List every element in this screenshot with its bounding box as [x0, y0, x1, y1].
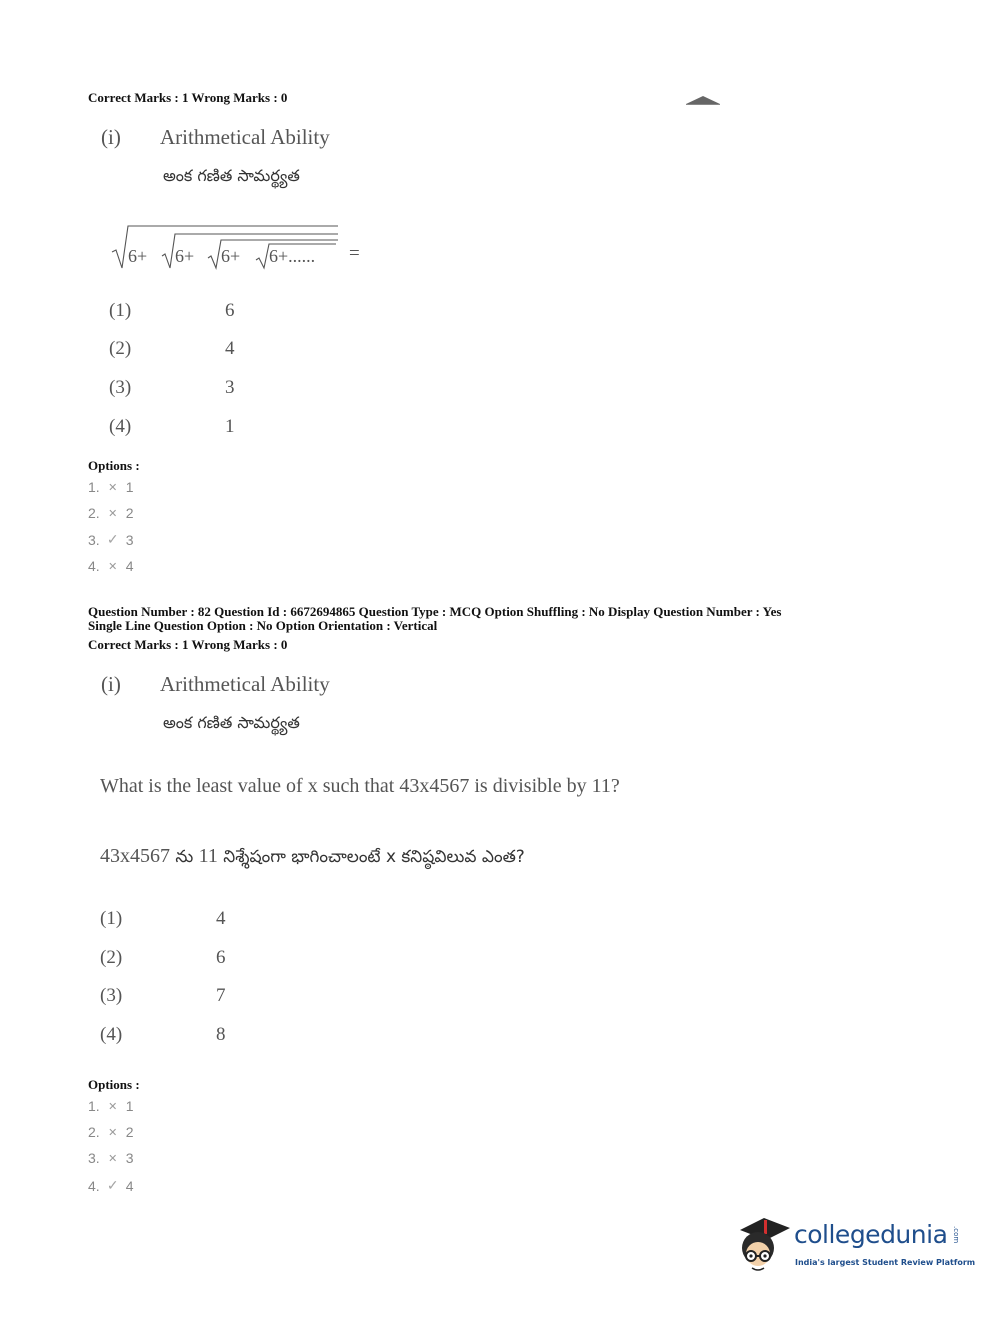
- cross-icon: ✕: [108, 507, 118, 520]
- choice-value: 6: [216, 947, 226, 968]
- mascot-icon: [734, 1212, 792, 1278]
- question-number-expression: 43x4567: [100, 845, 170, 867]
- cross-icon: ✕: [108, 560, 118, 573]
- answer-option-correct: [88, 531, 133, 548]
- choice-value: 4: [216, 908, 226, 929]
- answer-option: [88, 505, 133, 521]
- answer-index: 3.: [88, 531, 100, 548]
- answer-option: [88, 1098, 133, 1114]
- answer-index: 4.: [88, 1177, 100, 1194]
- answer-index: 4.: [88, 558, 100, 574]
- section-title: Arithmetical Ability: [160, 672, 330, 696]
- choice-value: 4: [225, 338, 235, 359]
- checkmark-icon: ✓: [106, 531, 119, 547]
- answer-value: 4: [125, 1177, 134, 1194]
- logo-suffix: .com: [952, 1226, 960, 1244]
- options-label: Options :: [88, 1077, 140, 1092]
- marks-line: Correct Marks : 1 Wrong Marks : 0: [88, 637, 288, 652]
- choice-number: (2): [100, 947, 123, 968]
- options-label: Options :: [88, 458, 140, 473]
- cross-icon: ✕: [108, 1100, 118, 1113]
- choice-number: (4): [100, 1024, 123, 1045]
- choice-number: (1): [109, 300, 132, 321]
- choice-number: (4): [109, 416, 132, 437]
- section-number: (i): [101, 125, 121, 149]
- section-title: Arithmetical Ability: [160, 125, 330, 149]
- svg-text:6+: 6+: [175, 246, 195, 266]
- question-text-telugu: [100, 845, 525, 871]
- answer-value: 3: [125, 1150, 134, 1166]
- answer-value: 3: [125, 531, 134, 548]
- section-number: (i): [101, 672, 121, 696]
- choice-value: 6: [225, 300, 235, 321]
- collegedunia-logo[interactable]: [734, 1208, 976, 1283]
- svg-text:6+: 6+: [128, 246, 148, 266]
- answer-option: [88, 1124, 133, 1140]
- svg-text:6+......: 6+......: [269, 246, 316, 266]
- choice-number: (1): [100, 908, 123, 929]
- svg-text:6+: 6+: [221, 246, 241, 266]
- answer-index: 1.: [88, 479, 100, 495]
- choice-number: (3): [100, 985, 123, 1006]
- question-meta-line: Question Number : 82 Question Id : 6672694865 Question Type : MCQ Option Shuffling : No Display Question Number : Yes: [88, 604, 782, 619]
- cross-icon: ✕: [108, 1126, 118, 1139]
- answer-index: 1.: [88, 1098, 100, 1114]
- answer-index: 2.: [88, 505, 100, 521]
- answer-option-correct: [88, 1177, 133, 1194]
- scroll-up-icon[interactable]: [686, 94, 720, 106]
- answer-value: 4: [125, 558, 134, 574]
- cross-icon: ✕: [108, 1152, 118, 1165]
- question-meta-line: Single Line Question Option : No Option Orientation : Vertical: [88, 618, 438, 633]
- question-divisor: 11: [198, 845, 218, 867]
- answer-value: 1: [125, 479, 134, 495]
- answer-index: 3.: [88, 1150, 100, 1166]
- question-text-part: నిశ్శేషంగా భాగించాలంటే x కనిష్ఠవిలువ ఎంత?: [217, 847, 525, 867]
- choice-number: (2): [109, 338, 132, 359]
- logo-wordmark: collegedunia: [794, 1220, 948, 1249]
- choice-number: (3): [109, 377, 132, 398]
- answer-value: 2: [125, 1124, 134, 1140]
- equals-sign: =: [349, 243, 360, 264]
- answer-value: 2: [125, 505, 134, 521]
- answer-option: [88, 479, 133, 495]
- answer-value: 1: [125, 1098, 134, 1114]
- section-title-telugu: అంక గణిత సామర్థ్యత: [163, 713, 300, 732]
- question-text: What is the least value of x such that 43x4567 is divisible by 11?: [100, 775, 620, 797]
- answer-option: [88, 558, 133, 574]
- cross-icon: ✕: [108, 481, 118, 494]
- checkmark-icon: ✓: [106, 1177, 119, 1193]
- question-text-part: ను: [170, 847, 199, 867]
- section-title-telugu: అంక గణిత సామర్థ్యత: [163, 166, 300, 185]
- answer-option: [88, 1150, 133, 1166]
- choice-value: 7: [216, 985, 226, 1006]
- choice-value: 8: [216, 1024, 226, 1045]
- nested-radical-expression: [110, 220, 350, 272]
- choice-value: 3: [225, 377, 235, 398]
- choice-value: 1: [225, 416, 235, 437]
- answer-index: 2.: [88, 1124, 100, 1140]
- logo-tagline: India's largest Student Review Platform: [795, 1258, 976, 1267]
- marks-line: Correct Marks : 1 Wrong Marks : 0: [88, 90, 288, 105]
